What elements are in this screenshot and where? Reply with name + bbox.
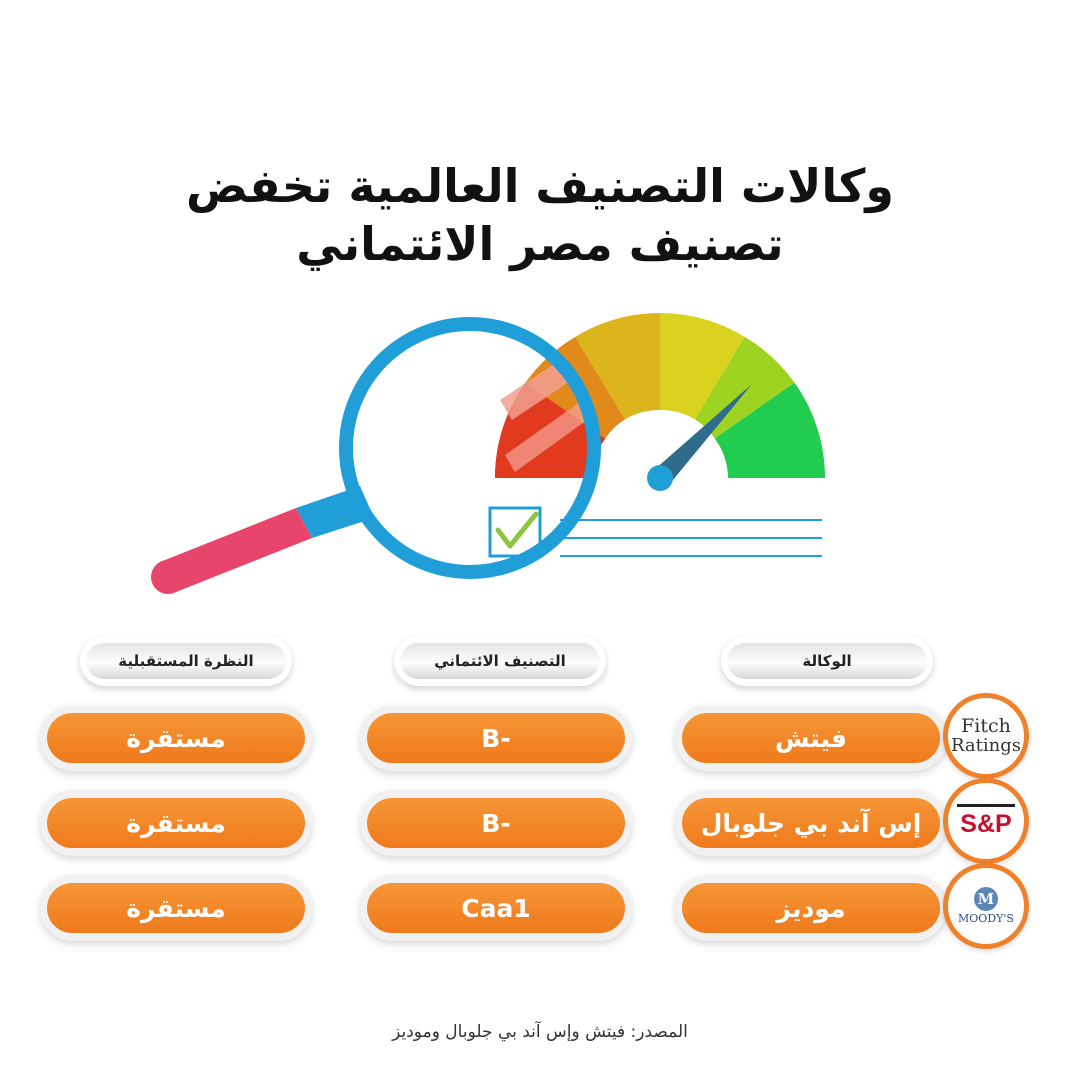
agency-name: فيتش [682,713,940,763]
moodys-logo [943,863,1029,949]
rating-value: B- [367,713,625,763]
header-agency-label: الوكالة [727,643,927,679]
sp-logo-bar [957,804,1015,807]
outlook-value: مستقرة [47,883,305,933]
header-rating [394,636,606,686]
source-note: المصدر: فيتش وإس آند بي جلوبال وموديز [392,1022,688,1042]
sp-logo [943,778,1029,864]
fitch-logo [943,693,1029,779]
header-outlook-label: النظرة المستقبلية [86,643,286,679]
page-title-line-1: وكالات التصنيف العالمية تخفض [186,159,894,213]
table-row-outlook [40,705,312,771]
page-title-line-2: تصنيف مصر الائتماني [296,217,784,271]
agency-name: إس آند بي جلوبال [682,798,940,848]
rating-value: Caa1 [367,883,625,933]
outlook-value: مستقرة [47,713,305,763]
fitch-logo-line-1: Fitch [961,715,1011,737]
header-rating-label: التصنيف الائتماني [400,643,600,679]
header-agency [721,636,933,686]
table-row-outlook [40,790,312,856]
header-outlook [80,636,292,686]
sp-logo-text: S&P [960,809,1012,838]
table-row-rating [360,705,632,771]
moodys-logo-mark: M [974,887,998,911]
table-row-rating [360,790,632,856]
table-row-outlook [40,875,312,941]
text-lines [560,520,822,556]
agency-name: موديز [682,883,940,933]
table-row-agency [675,790,947,856]
fitch-logo-line-2: Ratings [950,735,1022,756]
outlook-value: مستقرة [47,798,305,848]
rating-value: B- [367,798,625,848]
table-row-agency [675,705,947,771]
table-row-agency [675,875,947,941]
table-row-rating [360,875,632,941]
moodys-logo-text: MOODY'S [958,912,1014,925]
